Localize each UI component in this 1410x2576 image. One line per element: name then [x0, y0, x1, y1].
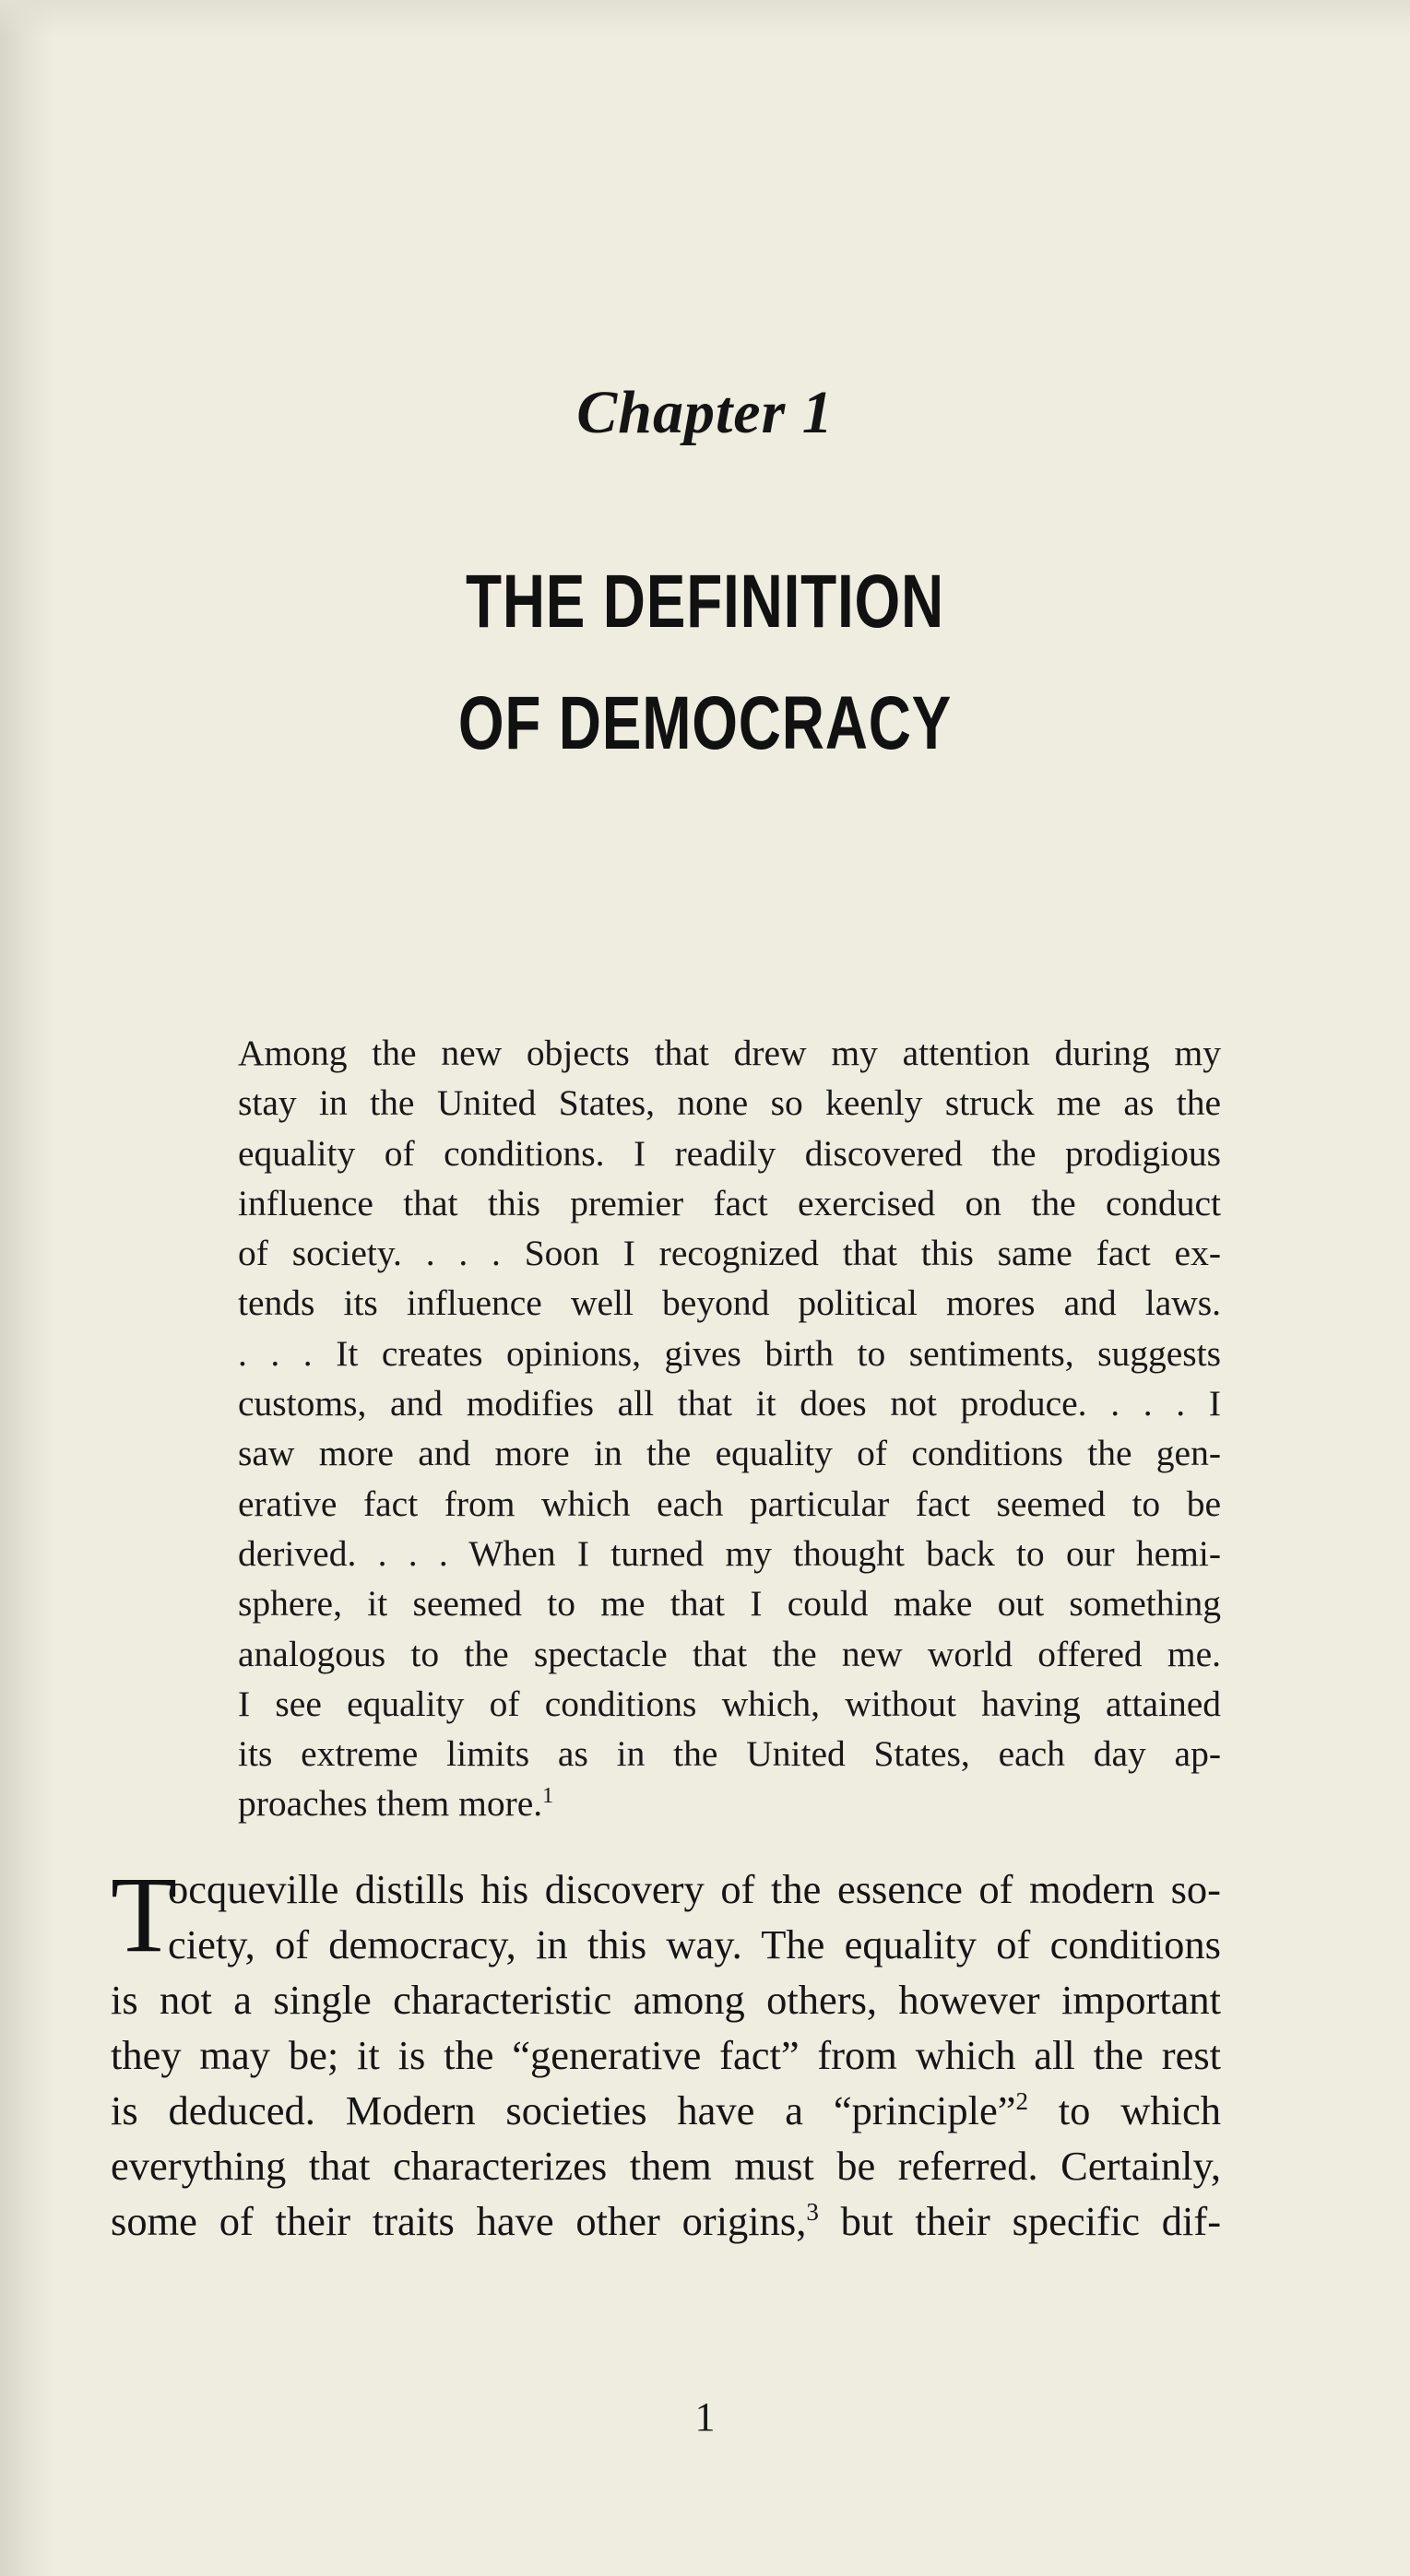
body-paragraph — [111, 1854, 1222, 2249]
epigraph-line: analogous to the spectacle that the new world offered me. — [238, 1633, 1221, 1674]
epigraph-line: equality of conditions. I readily discovered the prodigious — [238, 1132, 1221, 1174]
body-line: is not a single characteristic among others, however important — [111, 1977, 1221, 2023]
epigraph-line: sphere, it seemed to me that I could make out something — [238, 1583, 1221, 1625]
body-line: they may be; it is the “generative fact” from which all the rest — [111, 2032, 1221, 2078]
epigraph-line: stay in the United States, none so keenly struck me as the — [238, 1082, 1221, 1124]
body-line: everything that characterizes them must be referred. Certainly, — [111, 2143, 1221, 2189]
epigraph-line: of society. . . . Soon I recognized that this same fact ex- — [238, 1233, 1221, 1274]
drop-cap: T — [111, 1854, 178, 1975]
epigraph-line: I see equality of conditions which, without having attained — [238, 1683, 1221, 1724]
epigraph-line: its extreme limits as in the United States, each day ap- — [238, 1733, 1221, 1775]
epigraph-last-line — [238, 1778, 1221, 1828]
chapter-title-line-1: THE DEFINITION — [465, 560, 945, 644]
body-line-5-start: is deduced. Modern societies have a “principle” — [111, 2087, 1016, 2133]
chapter-title-line-2: OF DEMOCRACY — [457, 681, 953, 765]
epigraph-line: influence that this premier fact exercised on the conduct — [238, 1182, 1221, 1223]
body-line — [111, 2193, 1221, 2249]
epigraph-quote — [238, 1028, 1221, 1829]
body-line-7-start: some of their traits have other origins, — [111, 2198, 807, 2244]
epigraph-line: erative fact from which each particular fact seemed to be — [238, 1483, 1221, 1524]
page-number: 1 — [694, 2394, 716, 2440]
epigraph-line: . . . It creates opinions, gives birth to sentiments, suggests — [238, 1332, 1221, 1374]
footnote-ref-1: 1 — [542, 1784, 554, 1809]
body-line-5-end: to which — [1027, 2087, 1221, 2133]
body-line: ciety, of democracy, in this way. The equality of conditions — [168, 1921, 1221, 1967]
page-top-shadow — [0, 0, 1410, 37]
body-line: ocqueville distills his discovery of the essence of modern so- — [168, 1866, 1221, 1912]
footnote-ref-3: 3 — [806, 2198, 819, 2226]
epigraph-line: customs, and modifies all that it does not produce. . . . I — [238, 1383, 1221, 1424]
body-line — [111, 2083, 1221, 2138]
epigraph-last-text: proaches them more. — [238, 1783, 543, 1825]
epigraph-line: tends its influence well beyond political mores and laws. — [238, 1282, 1221, 1324]
chapter-label: Chapter 1 — [576, 379, 834, 446]
footnote-ref-2: 2 — [1015, 2087, 1028, 2115]
epigraph-line: saw more and more in the equality of conditions the gen- — [238, 1433, 1221, 1474]
epigraph-line: Among the new objects that drew my attention during my — [238, 1033, 1221, 1073]
body-line-7-end: but their specific dif- — [818, 2198, 1222, 2244]
epigraph-line: derived. . . . When I turned my thought back to our hemi- — [238, 1532, 1221, 1574]
